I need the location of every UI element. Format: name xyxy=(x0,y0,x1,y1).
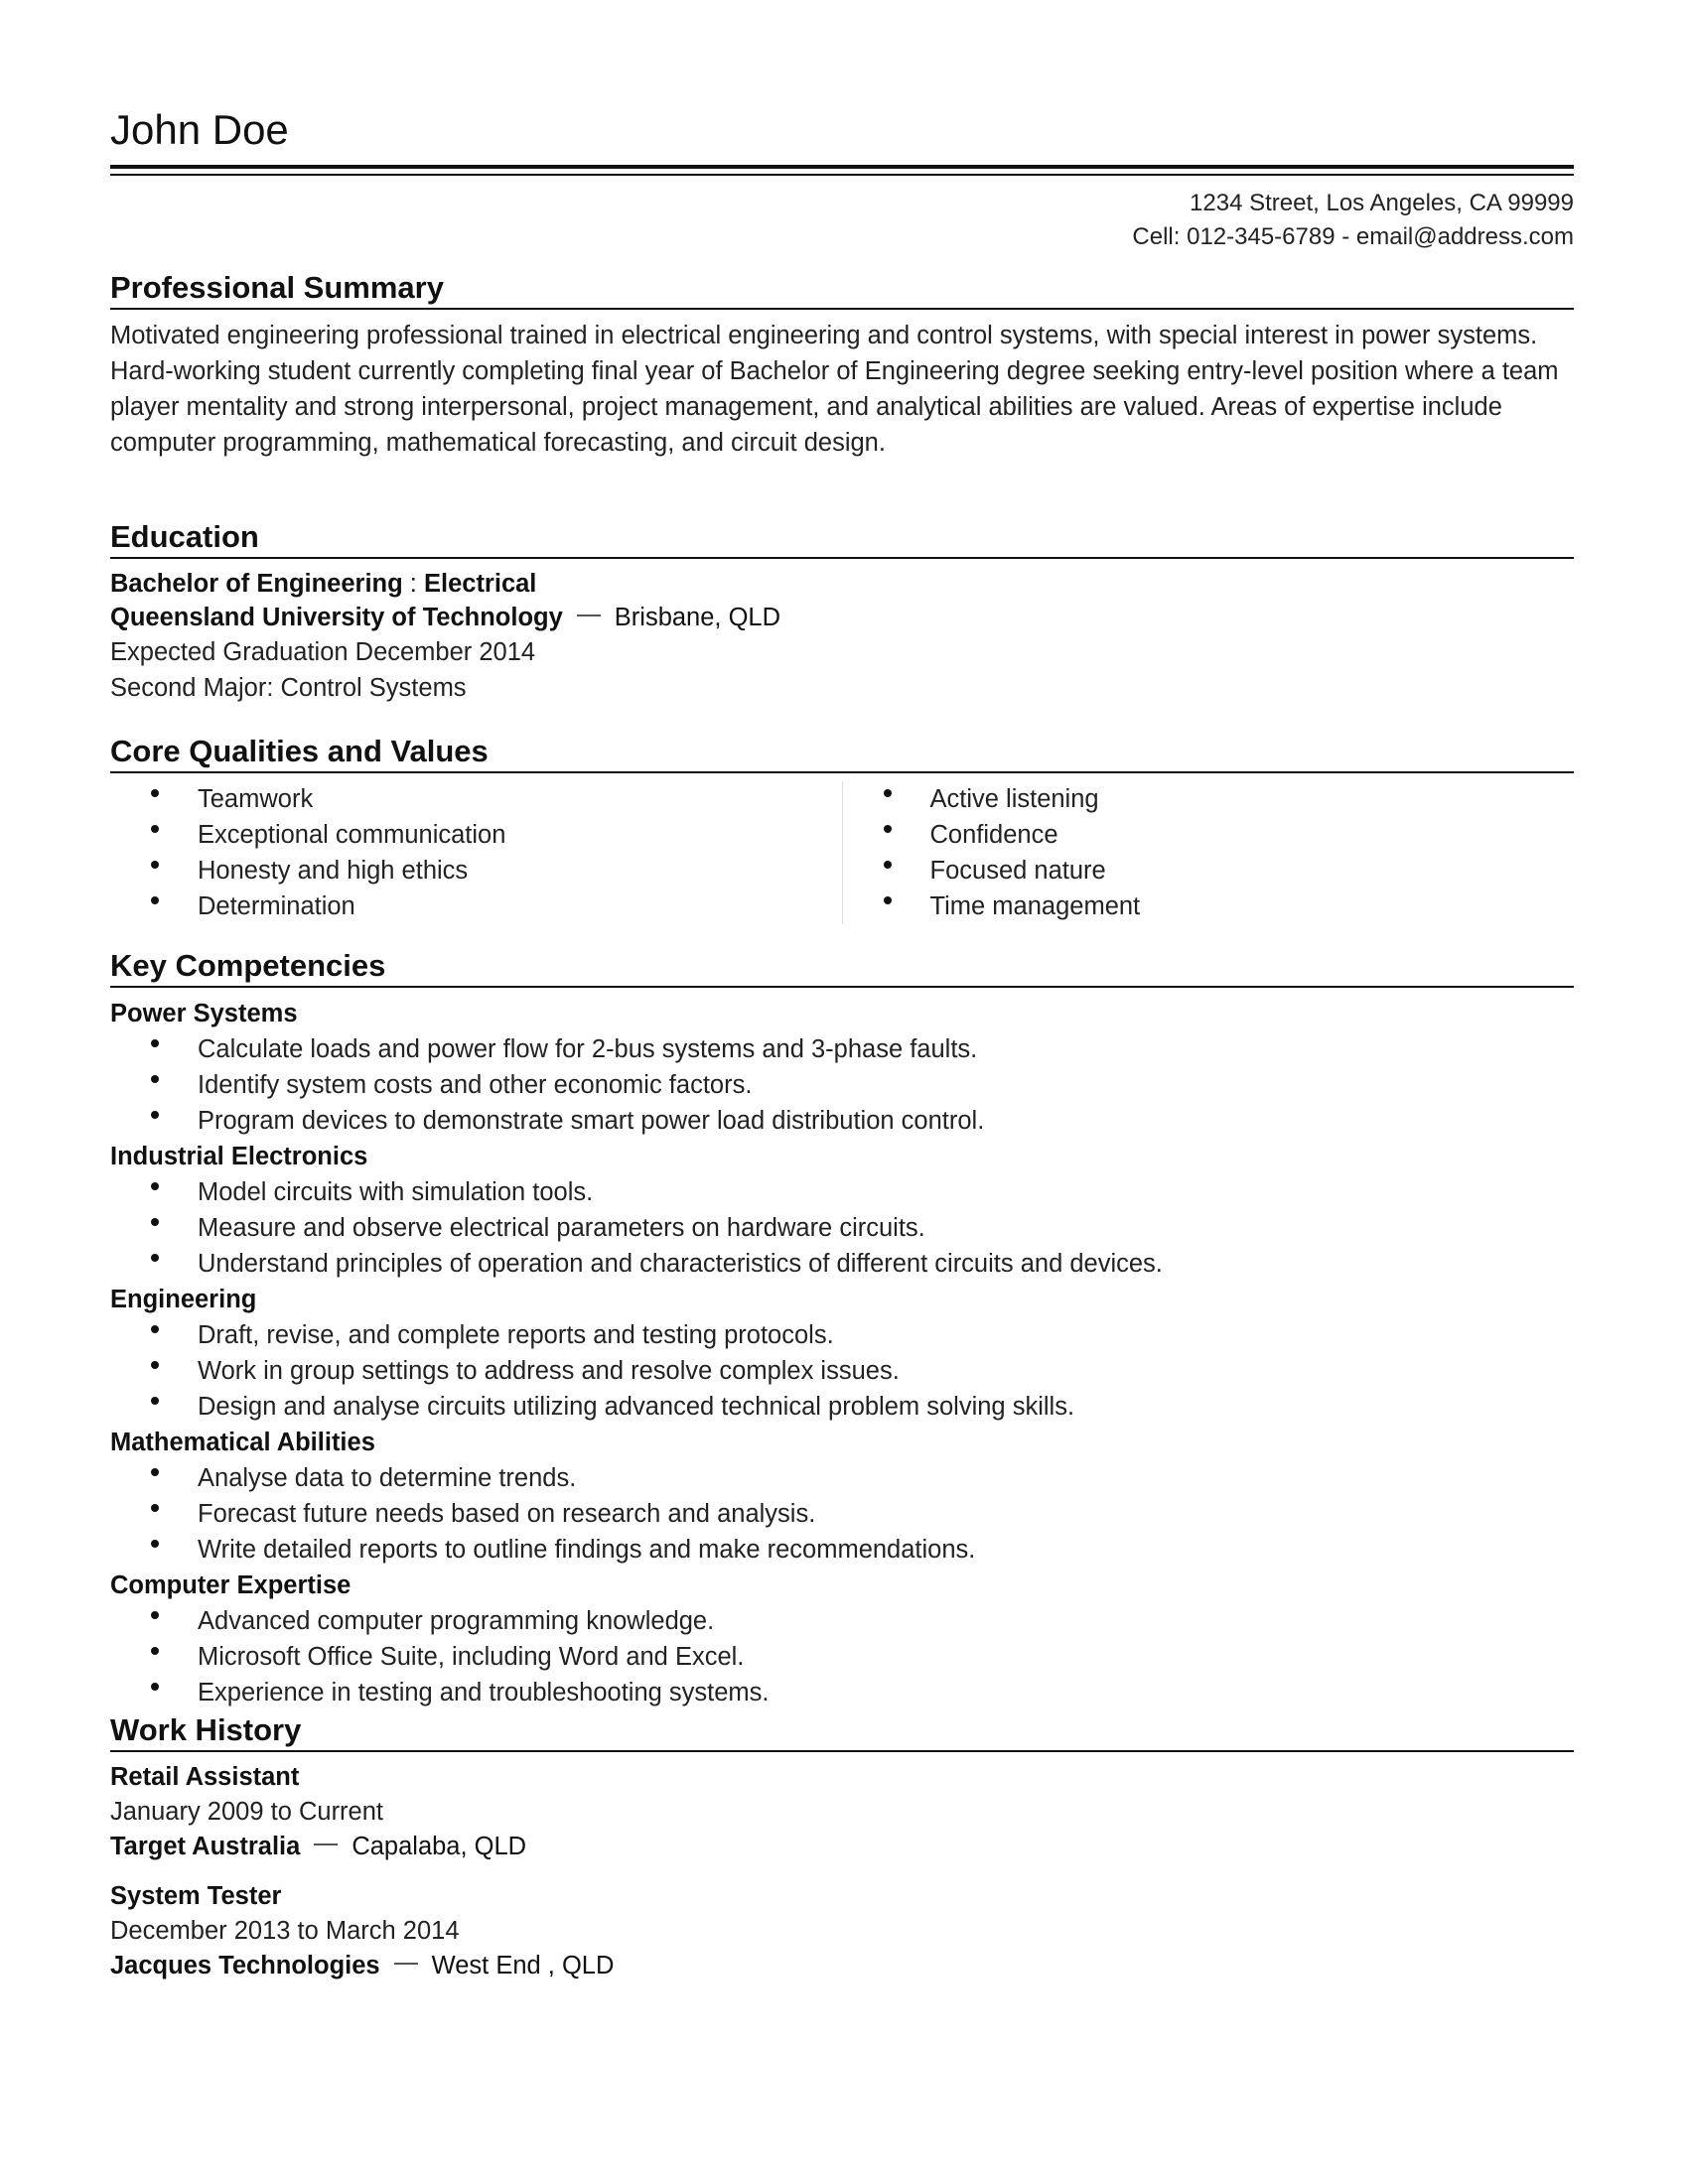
section-divider xyxy=(110,1750,1574,1752)
list-item: Model circuits with simulation tools. xyxy=(110,1174,1574,1210)
dash-separator xyxy=(314,1843,338,1845)
list-item: Advanced computer programming knowledge. xyxy=(110,1603,1574,1639)
bullet-icon xyxy=(151,1468,159,1476)
section-divider xyxy=(110,557,1574,559)
degree-line xyxy=(110,567,1574,601)
dash-separator xyxy=(577,614,601,616)
section-divider xyxy=(110,986,1574,988)
bullet-icon xyxy=(151,1254,159,1262)
core-qualities-section xyxy=(110,734,1574,924)
list-item: Time management xyxy=(843,888,1575,924)
list-item: Analyse data to determine trends. xyxy=(110,1460,1574,1496)
list-item: Teamwork xyxy=(110,781,842,817)
list-item: Design and analyse circuits utilizing advanced technical problem solving skills. xyxy=(110,1389,1574,1425)
list-item: Microsoft Office Suite, including Word and Excel. xyxy=(110,1639,1574,1675)
competency-heading: Power Systems xyxy=(110,1000,298,1027)
bullet-icon xyxy=(884,861,892,869)
job-role: System Tester xyxy=(110,1882,282,1910)
competency-heading: Industrial Electronics xyxy=(110,1143,368,1170)
degree-separator: : xyxy=(402,570,424,598)
school-location: Brisbane, QLD xyxy=(614,604,781,631)
bullet-icon xyxy=(884,825,892,833)
school-line xyxy=(110,601,1574,634)
job-dates: December 2013 to March 2014 xyxy=(110,1917,460,1945)
degree-major: Electrical xyxy=(423,570,537,598)
bullet-icon xyxy=(151,1218,159,1226)
education-section xyxy=(110,519,1574,706)
bullet-icon xyxy=(884,896,892,904)
key-competencies-section xyxy=(110,948,1574,1710)
list-item: Forecast future needs based on research and analysis. xyxy=(110,1496,1574,1532)
list-item: Honesty and high ethics xyxy=(110,853,842,888)
bullet-icon xyxy=(151,1075,159,1083)
list-item: Confidence xyxy=(843,817,1575,853)
job-company: Target Australia xyxy=(110,1833,301,1860)
bullet-icon xyxy=(151,789,159,797)
list-item: Write detailed reports to outline findings and make recommendations. xyxy=(110,1532,1574,1568)
second-major-line: Second Major: Control Systems xyxy=(110,674,467,702)
bullet-icon xyxy=(151,1540,159,1548)
bullet-icon xyxy=(151,825,159,833)
bullet-icon xyxy=(151,1325,159,1333)
list-item: Exceptional communication xyxy=(110,817,842,853)
job-entry xyxy=(110,1879,1574,1982)
job-role: Retail Assistant xyxy=(110,1763,300,1791)
header-divider xyxy=(110,165,1574,179)
list-item: Experience in testing and troubleshooting systems. xyxy=(110,1675,1574,1710)
competency-heading: Engineering xyxy=(110,1286,257,1313)
bullet-icon xyxy=(884,789,892,797)
job-company-line xyxy=(110,1949,1574,1982)
contact-block xyxy=(110,187,1574,254)
bullet-icon xyxy=(151,1683,159,1691)
section-title-work: Work History xyxy=(110,1712,302,1747)
bullet-icon xyxy=(151,1611,159,1619)
address-line: 1234 Street, Los Angeles, CA 99999 xyxy=(1190,190,1574,216)
summary-section xyxy=(110,270,1574,461)
list-item: Draft, revise, and complete reports and testing protocols. xyxy=(110,1317,1574,1353)
job-location: West End , QLD xyxy=(431,1952,615,1979)
graduation-line: Expected Graduation December 2014 xyxy=(110,638,536,666)
summary-text: Motivated engineering professional trained in electrical engineering and control systems, with special interest in power systems. Hard-working student currently completing final year of Bachelor of Engineering degree seeking entry-level position where a team player mentality and strong interpersonal, project management, and analytical abilities are valued. Areas of expertise include computer programming, mathematical forecasting, and circuit design. xyxy=(110,322,1559,457)
competency-heading: Mathematical Abilities xyxy=(110,1429,375,1456)
list-item: Program devices to demonstrate smart power load distribution control. xyxy=(110,1103,1574,1139)
core-column-left xyxy=(110,781,843,924)
list-item: Understand principles of operation and characteristics of different circuits and devices. xyxy=(110,1246,1574,1282)
section-title-education: Education xyxy=(110,519,259,554)
job-dates: January 2009 to Current xyxy=(110,1798,383,1826)
job-location: Capalaba, QLD xyxy=(352,1833,527,1860)
job-company-line xyxy=(110,1830,1574,1863)
candidate-name: John Doe xyxy=(110,106,289,153)
core-column-right xyxy=(843,781,1575,924)
list-item: Identify system costs and other economic factors. xyxy=(110,1067,1574,1103)
list-item: Active listening xyxy=(843,781,1575,817)
bullet-icon xyxy=(151,1182,159,1190)
job-company: Jacques Technologies xyxy=(110,1952,380,1979)
school-name: Queensland University of Technology xyxy=(110,604,563,631)
work-history-section xyxy=(110,1712,1574,1998)
bullet-icon xyxy=(151,1397,159,1405)
bullet-icon xyxy=(151,1647,159,1655)
section-title-summary: Professional Summary xyxy=(110,270,444,305)
section-divider xyxy=(110,771,1574,773)
competency-heading: Computer Expertise xyxy=(110,1571,352,1599)
list-item: Measure and observe electrical parameters on hardware circuits. xyxy=(110,1210,1574,1246)
section-divider xyxy=(110,308,1574,310)
section-title-competencies: Key Competencies xyxy=(110,948,386,983)
job-entry xyxy=(110,1760,1574,1863)
bullet-icon xyxy=(151,1361,159,1369)
bullet-icon xyxy=(151,896,159,904)
core-columns xyxy=(110,781,1574,924)
phone-email-line: Cell: 012-345-6789 - email@address.com xyxy=(1132,223,1574,250)
bullet-icon xyxy=(151,1111,159,1119)
bullet-icon xyxy=(151,1504,159,1512)
degree-name: Bachelor of Engineering xyxy=(110,570,403,598)
bullet-icon xyxy=(151,861,159,869)
list-item: Calculate loads and power flow for 2-bus systems and 3-phase faults. xyxy=(110,1031,1574,1067)
section-title-core: Core Qualities and Values xyxy=(110,734,489,768)
list-item: Determination xyxy=(110,888,842,924)
list-item: Focused nature xyxy=(843,853,1575,888)
dash-separator xyxy=(394,1963,418,1965)
list-item: Work in group settings to address and resolve complex issues. xyxy=(110,1353,1574,1389)
bullet-icon xyxy=(151,1039,159,1047)
resume-page xyxy=(110,106,1574,1979)
